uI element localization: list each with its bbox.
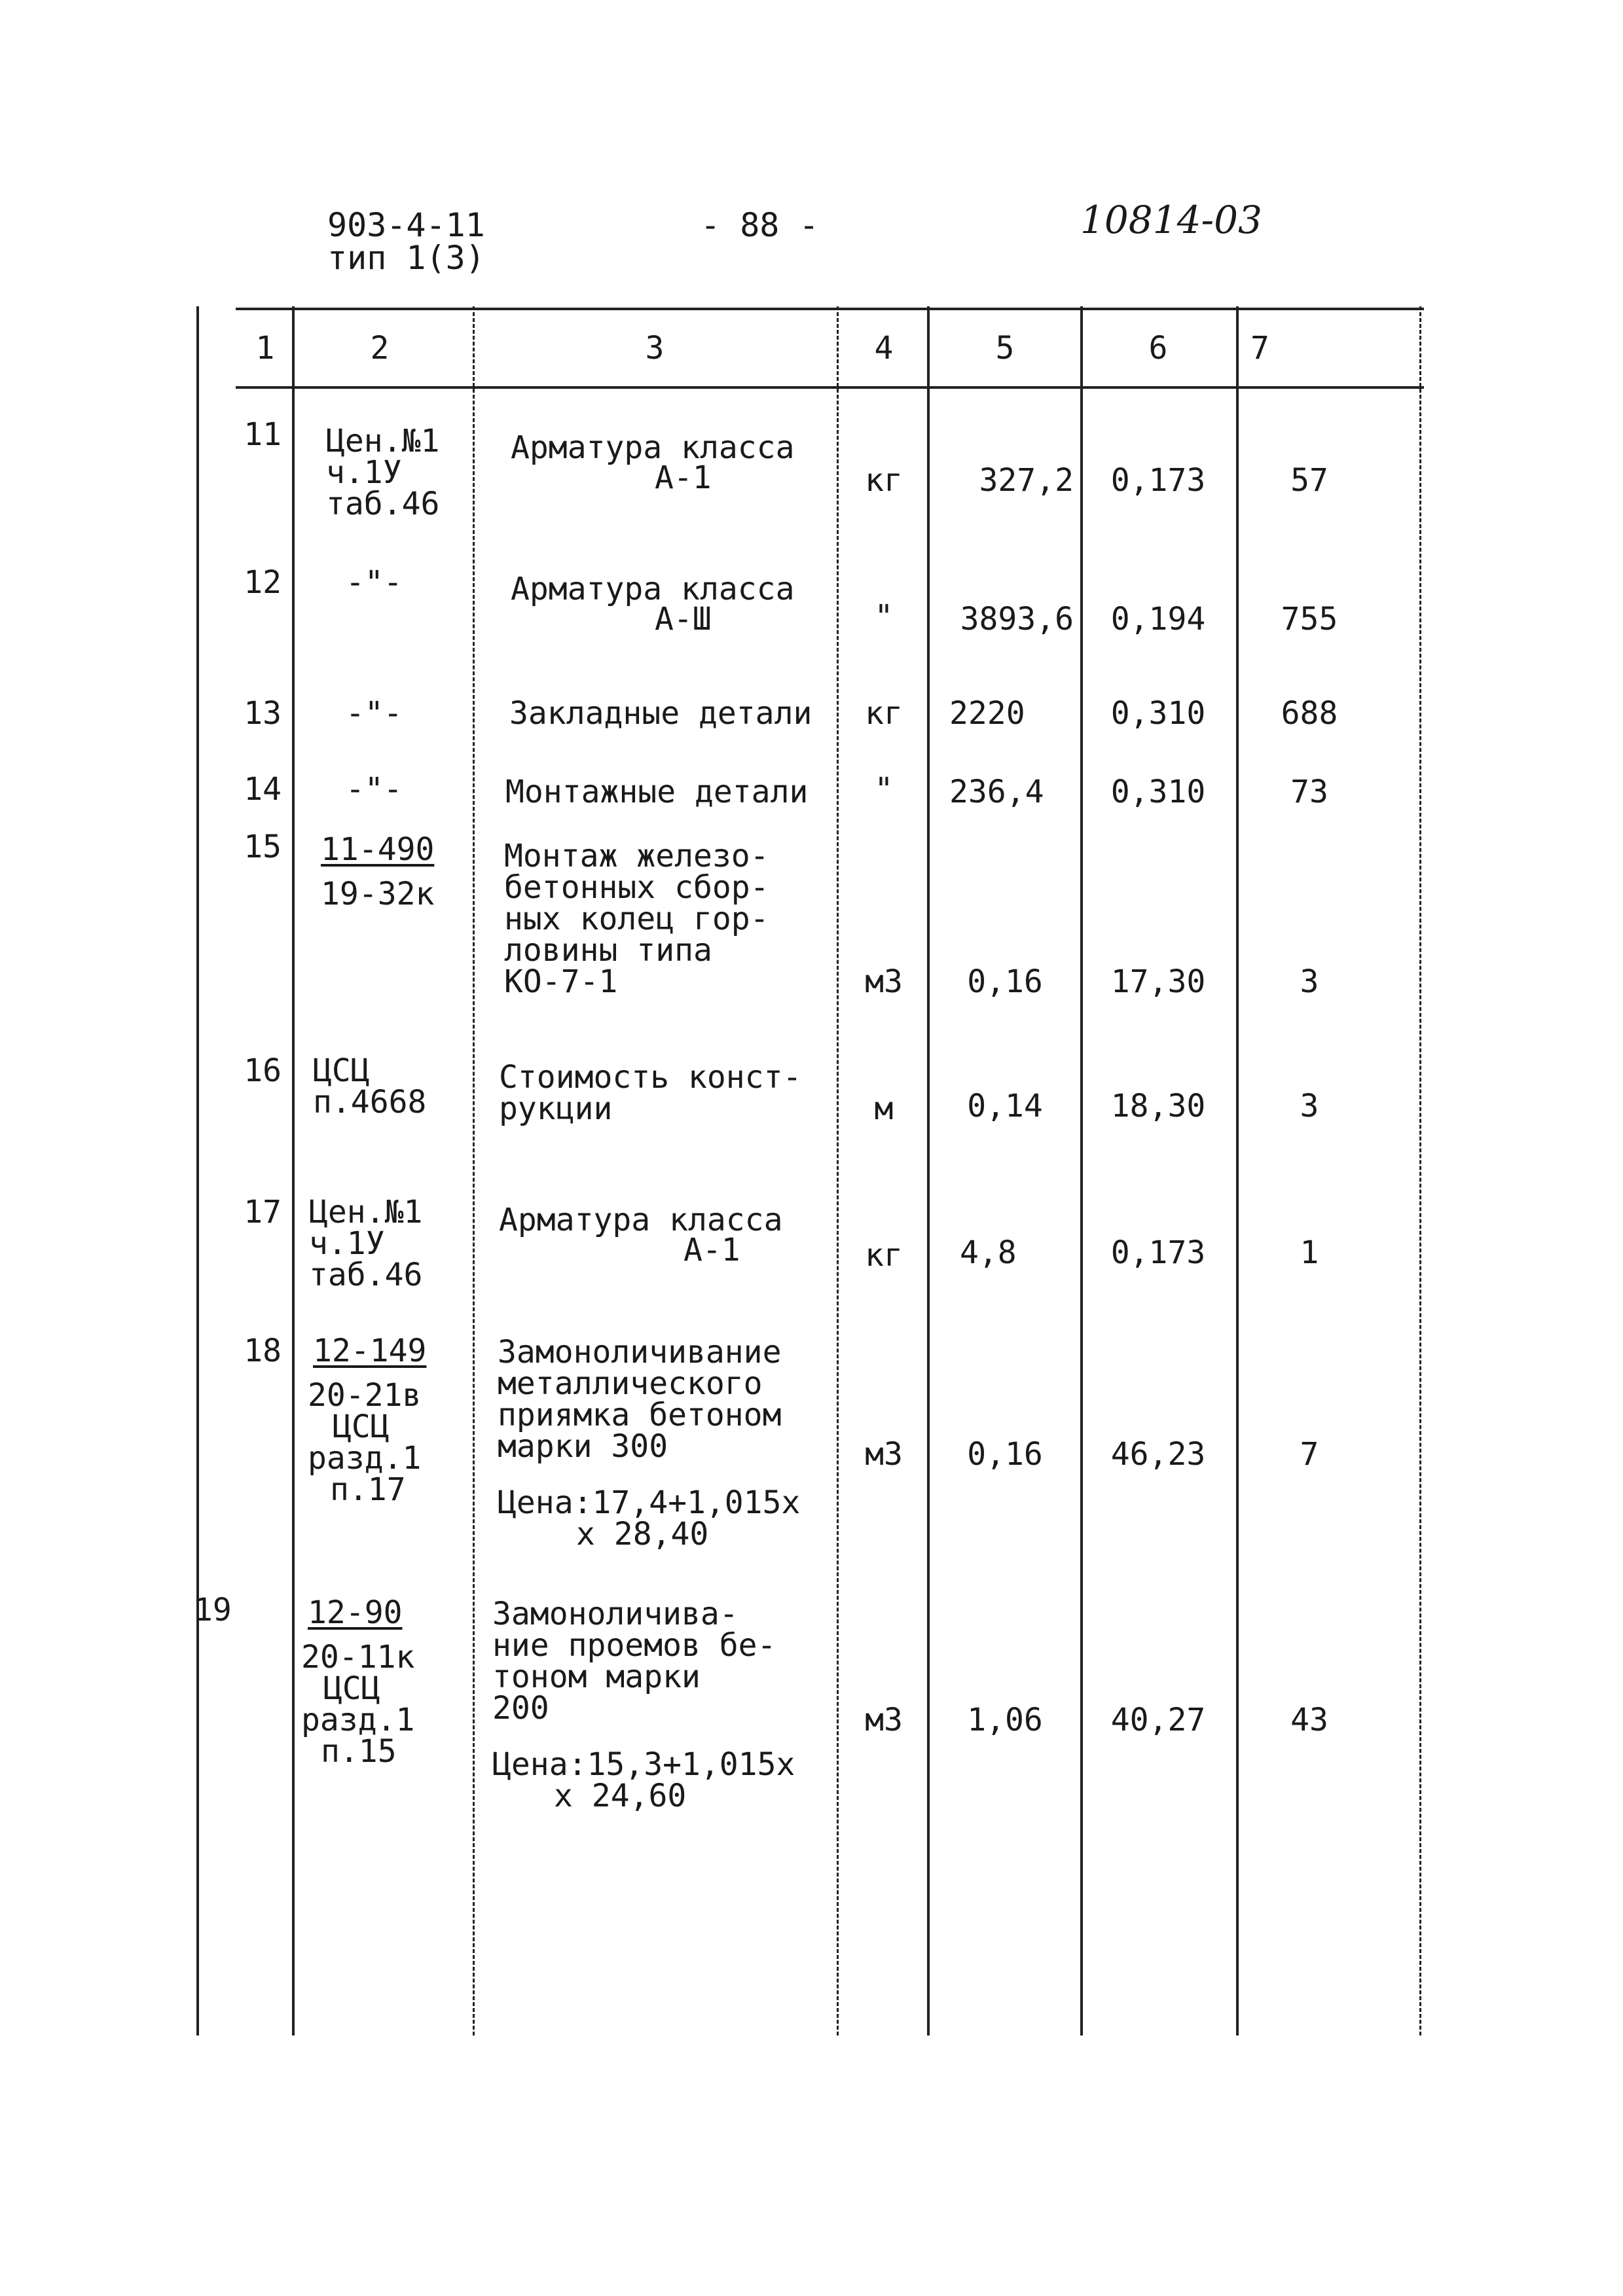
table-header-border <box>236 386 1424 389</box>
column-divider <box>473 306 475 2036</box>
reference-line: -"- <box>346 564 403 601</box>
total-cost: 3 <box>1300 963 1319 1000</box>
reference-line: 11-490 <box>321 831 435 868</box>
unit: м <box>874 1090 894 1127</box>
total-cost: 73 <box>1290 774 1328 810</box>
row-number: 14 <box>244 771 282 808</box>
row-number: 19 <box>194 1592 232 1628</box>
unit-price: 40,27 <box>1110 1702 1206 1738</box>
archive-number: 10814-03 <box>1080 198 1262 242</box>
description-line: Закладные детали <box>509 695 812 732</box>
unit: м3 <box>865 1702 903 1738</box>
description-line: ние проемов бе- <box>492 1627 776 1664</box>
description-line: ных колец гор- <box>504 901 769 937</box>
page-number: - 88 - <box>701 206 819 244</box>
price-formula: х 28,40 <box>576 1516 709 1552</box>
description-line: приямка бетоном <box>498 1397 782 1433</box>
reference-line: Цен.№1 <box>326 423 440 459</box>
reference-line: 12-149 <box>313 1333 427 1369</box>
quantity: 4,8 <box>960 1234 1017 1271</box>
description-line: ловины типа <box>504 932 712 969</box>
reference-line: п.17 <box>330 1471 406 1508</box>
reference-line: ч.1У <box>326 454 402 491</box>
unit-price: 0,310 <box>1110 774 1206 810</box>
unit: м3 <box>865 963 903 1000</box>
description-line: Арматура класса <box>511 429 795 466</box>
column-divider <box>1080 306 1083 2036</box>
row-number: 16 <box>244 1052 282 1089</box>
quantity: 1,06 <box>967 1702 1043 1738</box>
document-code: 903-4-11 <box>327 206 485 244</box>
total-cost: 43 <box>1290 1702 1328 1738</box>
unit-price: 46,23 <box>1110 1436 1206 1473</box>
row-number: 11 <box>244 416 282 453</box>
reference-line: п.4668 <box>313 1084 427 1121</box>
description-line: Арматура класса <box>499 1202 783 1238</box>
price-formula: Цена:15,3+1,015х <box>492 1746 795 1783</box>
quantity: 0,16 <box>967 963 1043 1000</box>
row-number: 15 <box>244 829 282 865</box>
description-line: тоном марки <box>492 1659 701 1695</box>
description-line: А-Ш <box>655 601 712 637</box>
column-number: 6 <box>1148 330 1168 367</box>
description-line: бетонных сбор- <box>504 869 769 906</box>
reference-line: -"- <box>346 771 403 808</box>
reference-line: п.15 <box>321 1733 397 1770</box>
description-line: металлического <box>498 1365 763 1402</box>
unit-price: 18,30 <box>1110 1088 1206 1124</box>
unit: " <box>874 598 894 635</box>
description-line: 200 <box>492 1690 549 1727</box>
table-top-border <box>236 308 1424 310</box>
reference-line: таб.46 <box>326 486 440 522</box>
unit: м3 <box>865 1436 903 1473</box>
description-line: Арматура класса <box>511 571 795 607</box>
description-line: Монтажные детали <box>505 774 809 810</box>
total-cost: 1 <box>1300 1234 1319 1271</box>
column-divider <box>927 306 930 2036</box>
reference-line: ч.1У <box>309 1225 385 1262</box>
total-cost: 3 <box>1300 1088 1319 1124</box>
total-cost: 755 <box>1281 601 1338 637</box>
row-number: 13 <box>244 695 282 732</box>
reference-line: ЦСЦ <box>323 1670 380 1707</box>
quantity: 2220 <box>949 695 1025 732</box>
reference-line: 20-11к <box>301 1639 415 1676</box>
description-line: Замоноличивание <box>498 1334 782 1371</box>
quantity: 0,16 <box>967 1436 1043 1473</box>
total-cost: 688 <box>1281 695 1338 732</box>
column-divider <box>292 306 295 2036</box>
description-line: А-1 <box>684 1232 740 1268</box>
description-line: марки 300 <box>498 1428 668 1465</box>
quantity: 3893,6 <box>960 601 1074 637</box>
total-cost: 7 <box>1300 1436 1319 1473</box>
column-divider <box>837 306 839 2036</box>
reference-line: ЦСЦ <box>333 1408 390 1445</box>
unit: " <box>874 771 894 808</box>
description-line: А-1 <box>655 459 712 496</box>
price-formula: х 24,60 <box>554 1778 687 1814</box>
reference-line: 19-32к <box>321 876 435 912</box>
unit-price: 17,30 <box>1110 963 1206 1000</box>
column-number: 2 <box>370 330 390 367</box>
column-number: 1 <box>255 330 275 367</box>
column-divider <box>1236 306 1239 2036</box>
reference-line: 12-90 <box>308 1594 403 1631</box>
unit: кг <box>865 1237 903 1274</box>
reference-line: ЦСЦ <box>313 1052 370 1089</box>
total-cost: 57 <box>1290 462 1328 499</box>
unit-price: 0,194 <box>1110 601 1206 637</box>
reference-line: разд.1 <box>308 1440 422 1477</box>
description-line: Замоноличива- <box>492 1596 739 1632</box>
unit: кг <box>865 695 903 732</box>
column-divider <box>196 306 199 2036</box>
quantity: 327,2 <box>979 462 1074 499</box>
column-divider <box>1419 306 1421 2036</box>
unit-price: 0,173 <box>1110 462 1206 499</box>
reference-line: разд.1 <box>301 1702 415 1738</box>
column-number: 7 <box>1250 330 1269 367</box>
row-number: 18 <box>244 1333 282 1369</box>
unit-price: 0,173 <box>1110 1234 1206 1271</box>
quantity: 0,14 <box>967 1088 1043 1124</box>
unit: кг <box>865 462 903 499</box>
reference-line: Цен.№1 <box>309 1194 423 1230</box>
column-number: 4 <box>874 330 894 367</box>
reference-line: таб.46 <box>309 1257 423 1293</box>
unit-price: 0,310 <box>1110 695 1206 732</box>
price-formula: Цена:17,4+1,015х <box>498 1484 801 1521</box>
document-type: тип 1(3) <box>327 239 485 277</box>
quantity: 236,4 <box>949 774 1044 810</box>
row-number: 12 <box>244 564 282 601</box>
column-number: 3 <box>645 330 665 367</box>
description-line: рукции <box>499 1090 613 1127</box>
reference-line: -"- <box>346 695 403 732</box>
reference-line: 20-21в <box>308 1377 422 1414</box>
column-number: 5 <box>995 330 1015 367</box>
row-number: 17 <box>244 1194 282 1230</box>
description-line: Стоимость конст- <box>499 1059 802 1096</box>
description-line: КО-7-1 <box>504 963 618 1000</box>
description-line: Монтаж железо- <box>504 838 769 874</box>
